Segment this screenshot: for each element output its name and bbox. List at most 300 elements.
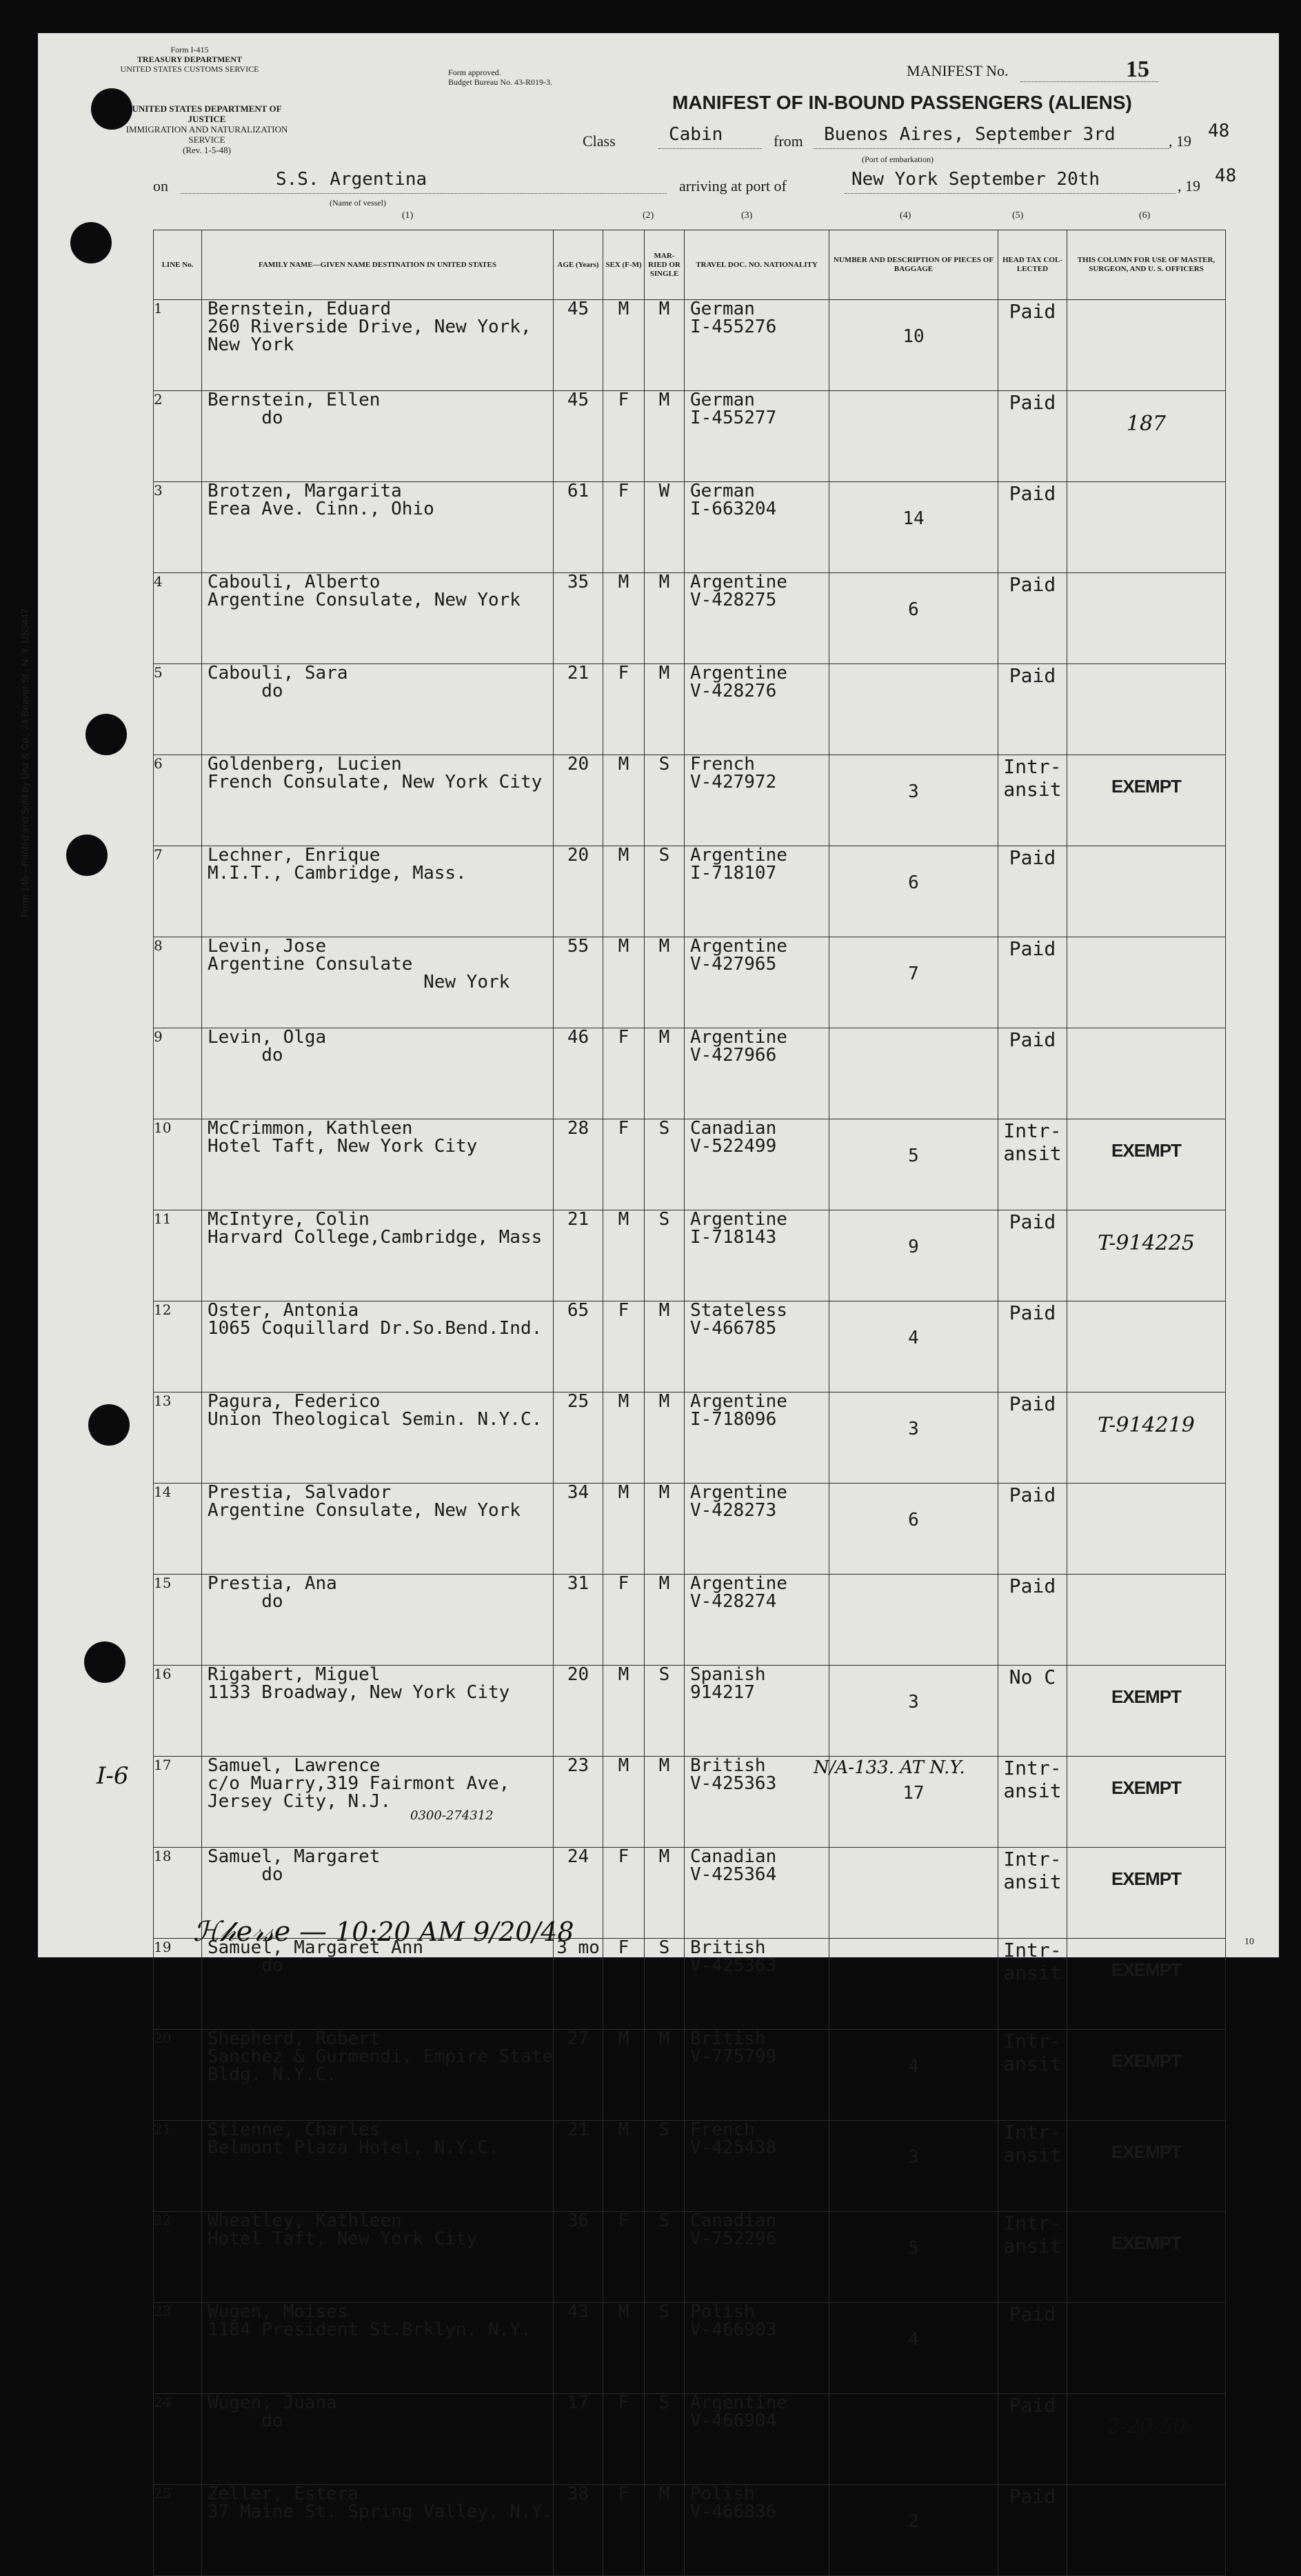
baggage: 10 [829,300,998,391]
baggage: 3 [829,1392,998,1484]
head-tax: Paid [998,664,1067,755]
head-tax: Paid [998,1210,1067,1301]
destination: 1133 Broadway, New York City [208,1682,510,1703]
officer-note: EXEMPT [1067,2212,1226,2303]
line-number: 18 [154,1848,202,1939]
travel-doc: V-427966 [690,1045,777,1066]
baggage [829,391,998,482]
sex: M [603,2121,645,2212]
officer-note: EXEMPT [1067,755,1226,846]
age: 46 [554,1028,603,1119]
marital-status: S [645,1939,685,2030]
age: 38 [554,2485,603,2576]
age: 24 [554,1848,603,1939]
nationality: Argentine [690,846,787,866]
destination: do [208,1955,283,1976]
age: 20 [554,846,603,937]
head-tax: Intr-ansit [998,1848,1067,1939]
doc-cell [685,2121,829,2212]
nationality: Argentine [690,572,787,592]
passenger-name: McCrimmon, Kathleen [208,1119,413,1139]
sex: M [603,755,645,846]
doc-cell [685,2394,829,2485]
passenger-cell [202,1484,554,1575]
destination: French Consulate, New York City [208,772,543,792]
destination: do [208,1045,283,1066]
marital-status: S [645,2303,685,2394]
doc-cell [685,2303,829,2394]
travel-doc: I-718107 [690,863,777,883]
sex: F [603,2394,645,2485]
passenger-name: Shepherd, Robert [208,2029,381,2049]
travel-doc: V-775799 [690,2046,777,2067]
marital-status: M [645,1575,685,1666]
officer-note [1067,937,1226,1028]
travel-doc: V-425364 [690,1864,777,1885]
sex: M [603,1757,645,1848]
table-row [154,2121,1226,2212]
destination: do [208,2410,283,2431]
sex: M [603,1484,645,1575]
col-baggage: NUMBER AND DESCRIPTION OF PIECES OF BAGGAGE [829,230,998,300]
page-title: MANIFEST OF IN-BOUND PASSENGERS (ALIENS) [672,92,1132,113]
passenger-cell [202,664,554,755]
marital-status: M [645,1028,685,1119]
destination: 260 Riverside Drive, New York, New York [208,317,532,355]
sex: M [603,300,645,391]
nationality: Argentine [690,1028,787,1048]
officer-note [1067,2303,1226,2394]
baggage: 4 [829,2030,998,2121]
table-row [154,2303,1226,2394]
table-row [154,1757,1226,1848]
line-number: 3 [154,482,202,573]
line-number: 2 [154,391,202,482]
doc-cell [685,2485,829,2576]
passenger-cell [202,2121,554,2212]
punch-hole [66,835,108,876]
officer-note: EXEMPT [1067,1757,1226,1848]
officer-note [1067,846,1226,937]
passenger-name: Rigabert, Miguel [208,1665,381,1685]
doc-cell [685,1666,829,1757]
punch-hole [85,714,127,755]
age: 45 [554,300,603,391]
marital-status: S [645,1119,685,1210]
destination: Argentine Consulate New York [208,954,510,992]
passenger-cell [202,1210,554,1301]
passenger-name: Pagura, Federico [208,1392,381,1412]
passenger-name: Levin, Olga [208,1028,327,1048]
destination: Erea Ave. Cinn., Ohio [208,499,434,519]
on-label: on [153,177,168,194]
officer-note [1067,1028,1226,1119]
baggage: 9 [829,1210,998,1301]
line-number: 21 [154,2121,202,2212]
nationality: Argentine [690,1210,787,1230]
line-number: 7 [154,846,202,937]
age: 20 [554,755,603,846]
year-prefix: , 19 [1169,132,1191,150]
officer-note: EXEMPT [1067,2030,1226,2121]
travel-doc: V-428275 [690,590,777,610]
table-row [154,664,1226,755]
nationality: Canadian [690,2211,777,2231]
destination: 1184 President St.Brklyn. N.Y. [208,2319,532,2340]
age: 25 [554,1392,603,1484]
passenger-name: Wugen, Juana [208,2393,337,2413]
table-row [154,755,1226,846]
travel-doc: V-428274 [690,1591,777,1612]
nationality: Argentine [690,2393,787,2413]
passenger-name: Cabouli, Alberto [208,572,381,592]
sex: F [603,1575,645,1666]
passenger-name: Zeller, Estera [208,2484,359,2504]
class-label: Class [583,132,616,150]
doc-cell [685,2212,829,2303]
head-tax: Paid [998,1392,1067,1484]
table-row [154,1484,1226,1575]
line-number: 6 [154,755,202,846]
doc-cell [685,300,829,391]
passenger-name: Prestia, Salvador [208,1483,392,1503]
baggage: 6 [829,1484,998,1575]
baggage: 6 [829,846,998,937]
passenger-cell [202,1757,554,1848]
officer-note: EXEMPT [1067,1119,1226,1210]
passenger-cell [202,391,554,482]
passenger-name: Samuel, Margaret [208,1847,381,1867]
row24-number: 0300-274312 [410,1808,494,1823]
marital-status: W [645,482,685,573]
doc-cell [685,846,829,937]
sex: M [603,1666,645,1757]
doc-cell [685,391,829,482]
baggage [829,664,998,755]
passenger-name: Bernstein, Ellen [208,390,381,410]
line-number: 23 [154,2303,202,2394]
from-label: from [774,132,803,150]
sex: F [603,1028,645,1119]
head-tax: Intr-ansit [998,2121,1067,2212]
line-number: 16 [154,1666,202,1757]
table-row [154,1119,1226,1210]
travel-doc: V-466836 [690,2502,777,2522]
head-tax: Paid [998,573,1067,664]
baggage: 5 [829,1119,998,1210]
line-number: 13 [154,1392,202,1484]
passenger-name: Oster, Antonia [208,1301,359,1321]
line-number: 8 [154,937,202,1028]
travel-doc: I-718143 [690,1227,777,1248]
marital-status: S [645,755,685,846]
age: 28 [554,1119,603,1210]
baggage [829,1028,998,1119]
destination: do [208,408,283,428]
baggage [829,2394,998,2485]
col-officers: THIS COLUMN FOR USE OF MASTER, SURGEON, AND U. S. OFFICERS [1067,230,1226,300]
nationality: Canadian [690,1847,777,1867]
doc-cell [685,573,829,664]
marital-status: M [645,937,685,1028]
table-row [154,2212,1226,2303]
destination: Union Theological Semin. N.Y.C. [208,1409,543,1430]
officer-note [1067,1301,1226,1392]
line-number: 14 [154,1484,202,1575]
punch-hole [84,1641,125,1683]
head-tax: Paid [998,1575,1067,1666]
nationality: British [690,2029,766,2049]
travel-doc: 914217 [690,1682,755,1703]
head-tax: No C [998,1666,1067,1757]
table-row [154,2394,1226,2485]
head-tax: Paid [998,937,1067,1028]
doc-cell [685,1028,829,1119]
margin-note: I-6 [97,1762,129,1790]
form-header: Form I-415 TREASURY DEPARTMENT UNITED STATES CUSTOMS SERVICE [120,45,259,74]
destination: Belmont Plaza Hotel, N.Y.C. [208,2137,499,2158]
passenger-table [153,230,1226,2576]
officer-note: 187 [1067,391,1226,482]
passenger-cell [202,1301,554,1392]
travel-doc: I-718096 [690,1409,777,1430]
passenger-cell [202,573,554,664]
head-tax: Paid [998,846,1067,937]
nationality: German [690,481,755,501]
passenger-cell [202,2485,554,2576]
table-row [154,1210,1226,1301]
destination: Harvard College,Cambridge, Mass [208,1227,543,1248]
doc-cell [685,2030,829,2121]
passenger-cell [202,1666,554,1757]
passenger-name: Wheatley, Kathleen [208,2211,402,2231]
officer-note [1067,1575,1226,1666]
nationality: French [690,2120,755,2140]
head-tax: Intr-ansit [998,1757,1067,1848]
passenger-cell [202,482,554,573]
marital-status: M [645,1848,685,1939]
table-row [154,1392,1226,1484]
from-value: Buenos Aires, September 3rd [824,124,1116,145]
col-age: AGE (Years) [554,230,603,300]
sex: M [603,937,645,1028]
vessel-name: S.S. Argentina [276,169,427,190]
passenger-cell [202,2030,554,2121]
age: 61 [554,482,603,573]
sex: F [603,664,645,755]
head-tax: Paid [998,1484,1067,1575]
doc-cell [685,1119,829,1210]
table-row [154,482,1226,573]
baggage: 2 [829,2485,998,2576]
line-number: 11 [154,1210,202,1301]
travel-doc: I-663204 [690,499,777,519]
sex: M [603,2303,645,2394]
line-number: 22 [154,2212,202,2303]
doc-cell [685,1575,829,1666]
age: 21 [554,2121,603,2212]
nationality: German [690,390,755,410]
passenger-name: Lechner, Enrique [208,846,381,866]
officer-note: EXEMPT [1067,1848,1226,1939]
age: 21 [554,1210,603,1301]
age: 20 [554,1666,603,1757]
age: 34 [554,1484,603,1575]
baggage [829,1848,998,1939]
passenger-cell [202,1392,554,1484]
head-tax: Intr-ansit [998,2030,1067,2121]
head-tax: Intr-ansit [998,1939,1067,2030]
marital-status: S [645,2394,685,2485]
travel-doc: V-466904 [690,2410,777,2431]
age: 3 mo [554,1939,603,2030]
punch-hole [70,222,112,263]
nationality: Argentine [690,937,787,957]
arriving-label: arriving at port of [679,177,787,194]
head-tax: Paid [998,2485,1067,2576]
port-caption: (Port of embarkation) [862,154,934,164]
age: 55 [554,937,603,1028]
passenger-name: McIntyre, Colin [208,1210,370,1230]
destination: Argentine Consulate, New York [208,1500,521,1521]
head-tax: Intr-ansit [998,1119,1067,1210]
col-tax: HEAD TAX COL-LECTED [998,230,1067,300]
sex: F [603,1939,645,2030]
officer-note [1067,1484,1226,1575]
officer-note: EXEMPT [1067,1939,1226,2030]
marital-status: M [645,573,685,664]
col-sex: SEX (F-M) [603,230,645,300]
sex: M [603,2030,645,2121]
travel-doc: V-428273 [690,1500,777,1521]
head-tax: Paid [998,300,1067,391]
doc-cell [685,482,829,573]
destination: do [208,681,283,701]
row24-annotation: N/A-133. AT N.Y. [814,1757,965,1778]
officer-note [1067,2485,1226,2576]
travel-doc: V-752296 [690,2228,777,2249]
head-tax: Paid [998,2303,1067,2394]
passenger-name: Samuel, Margaret Ann [208,1938,424,1958]
destination: c/o Muarry,319 Fairmont Ave, Jersey City, N.J. [208,1773,510,1812]
vessel-caption: (Name of vessel) [330,198,386,208]
sex: M [603,1392,645,1484]
baggage [829,1939,998,2030]
age: 23 [554,1757,603,1848]
travel-doc: V-425438 [690,2137,777,2158]
age: 45 [554,391,603,482]
table-row [154,1939,1226,2030]
passenger-cell [202,2303,554,2394]
nationality: Spanish [690,1665,766,1685]
table-row [154,573,1226,664]
col-doc: TRAVEL DOC. NO. NATIONALITY [685,230,829,300]
marital-status: M [645,664,685,755]
nationality: Argentine [690,1483,787,1503]
line-number: 12 [154,1301,202,1392]
doc-cell [685,1848,829,1939]
destination: Hotel Taft, New York City [208,1136,478,1157]
sex: M [603,573,645,664]
baggage: 6 [829,573,998,664]
sex: F [603,2485,645,2576]
doc-cell [685,1757,829,1848]
marital-status: M [645,1392,685,1484]
passenger-name: Brotzen, Margarita [208,481,402,501]
passenger-name: Goldenberg, Lucien [208,755,402,775]
year-value: 48 [1208,121,1230,141]
destination: do [208,1591,283,1612]
line-number: 1 [154,300,202,391]
line-number: 17 [154,1757,202,1848]
table-row [154,391,1226,482]
head-tax: Paid [998,391,1067,482]
approval-note: Form approved. Budget Bureau No. 43-R019-3. [448,68,552,87]
age: 36 [554,2212,603,2303]
officer-note [1067,664,1226,755]
nationality: Stateless [690,1301,787,1321]
signature: ℋ𝒽𝑒𝓇𝓈𝑒 — 10:20 AM 9/20/48 [193,1916,574,1948]
marital-status: S [645,1666,685,1757]
officer-note: EXEMPT [1067,1666,1226,1757]
passenger-name: Wugen, Moises [208,2302,348,2322]
line-number: 24 [154,2394,202,2485]
nationality: Argentine [690,1392,787,1412]
age: 21 [554,664,603,755]
table-row [154,1666,1226,1757]
col-married: MAR-RIED OR SINGLE [645,230,685,300]
age: 27 [554,2030,603,2121]
doc-cell [685,1210,829,1301]
head-tax: Paid [998,1301,1067,1392]
travel-doc: V-427965 [690,954,777,975]
line-number: 10 [154,1119,202,1210]
arriving-year: 48 [1215,166,1237,186]
line-number: 19 [154,1939,202,2030]
passenger-name: Samuel, Lawrence [208,1756,381,1776]
passenger-name: Cabouli, Sara [208,663,348,683]
travel-doc: V-425363 [690,1955,777,1976]
line-number: 9 [154,1028,202,1119]
nationality: Argentine [690,663,787,683]
baggage: 4 [829,2303,998,2394]
baggage: 3 [829,2121,998,2212]
col-name: FAMILY NAME—GIVEN NAME DESTINATION IN UNITED STATES [202,230,554,300]
baggage: 4 [829,1301,998,1392]
signature-date: 10:20 AM 9/20/48 [335,1917,574,1947]
destination: Sanchez & Gurmendi, Empire State Bldg. N.Y.C. [208,2046,553,2085]
head-tax: Intr-ansit [998,755,1067,846]
nationality: Polish [690,2484,755,2504]
nationality: German [690,299,755,319]
marital-status: M [645,391,685,482]
passenger-name: Bernstein, Eduard [208,299,392,319]
class-value: Cabin [669,124,723,145]
destination: M.I.T., Cambridge, Mass. [208,863,467,883]
doc-cell [685,1301,829,1392]
officer-note: T-914219 [1067,1392,1226,1484]
officer-note: T-914225 [1067,1210,1226,1301]
baggage: 3 [829,755,998,846]
doc-cell [685,937,829,1028]
sex: F [603,1848,645,1939]
marital-status: S [645,846,685,937]
line-number: 25 [154,2485,202,2576]
line-number: 4 [154,573,202,664]
table-row [154,937,1226,1028]
justice-header: UNITED STATES DEPARTMENT OF JUSTICE IMMIGRATION AND NATURALIZATION SERVICE (Rev. 1-5-48) [125,103,288,155]
passenger-cell [202,937,554,1028]
